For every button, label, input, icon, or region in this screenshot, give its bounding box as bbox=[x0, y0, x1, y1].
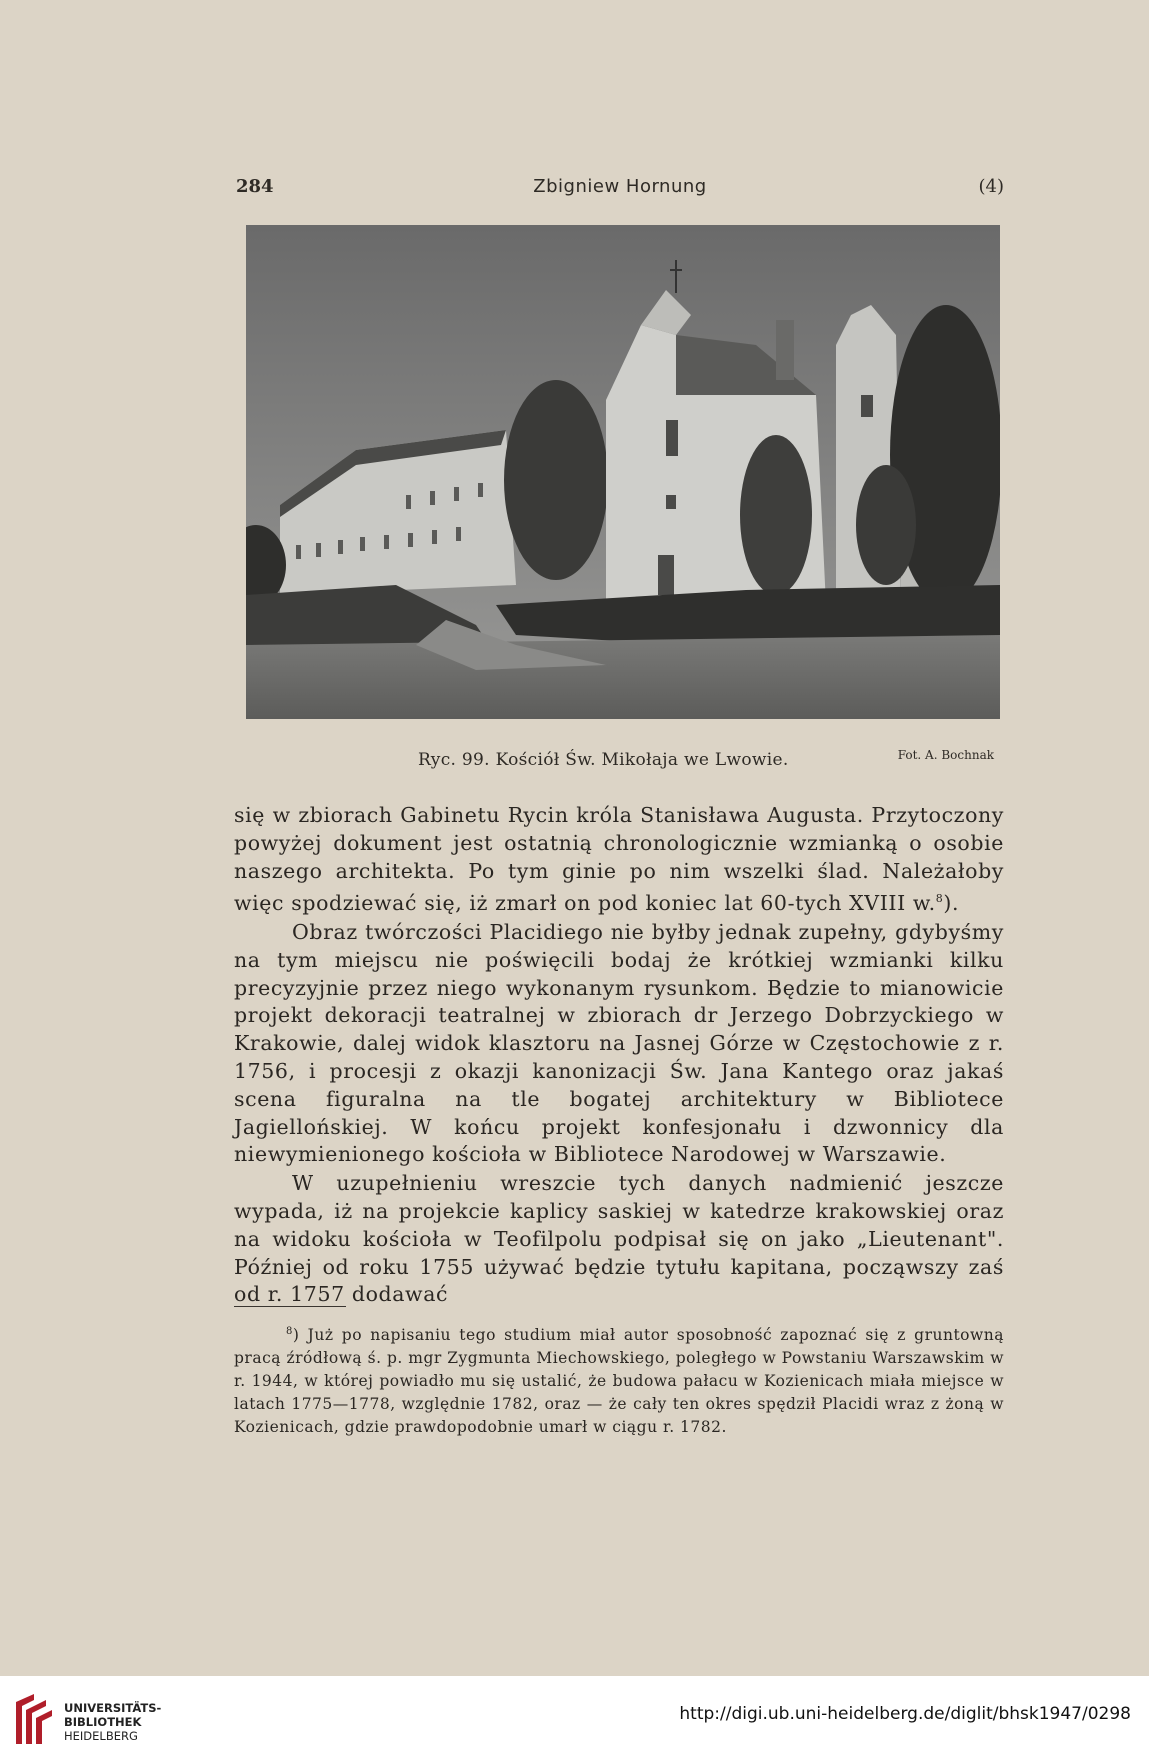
paragraph-1-text: się w zbiorach Gabinetu Rycin króla Stanisława Augusta. Przytoczony powyżej dokument jest ostatnią chronologicznie wzmianką o osobie naszego architekta. Po tym ginie po nim wszelki ślad. Należałoby więc spodziewać się, iż zmarł on pod koniec lat 60-tych XVIII w. bbox=[234, 803, 1004, 916]
library-name bbox=[64, 1701, 161, 1743]
paragraph-3: W uzupełnieniu wreszcie tych danych nadmienić jeszcze wypada, iż na projekcie kaplicy saskiej w katedrze krakowskiej oraz na widoku kościoła w Teofilpolu podpisał się on jako „Lieutenant". Później od roku 1755 używać będzie tytułu kapitana, począwszy zaś od r. 1757 dodawać bbox=[234, 1171, 1004, 1307]
footnote-ref-tail: ). bbox=[943, 891, 960, 916]
library-name-line-1: UNIVERSITÄTS- bbox=[64, 1701, 162, 1715]
footnote-ref: 8 bbox=[935, 892, 944, 906]
footnote-divider bbox=[234, 1306, 346, 1307]
footnote-paragraph bbox=[234, 1320, 1004, 1439]
paragraph-1 bbox=[234, 802, 1004, 918]
running-header bbox=[236, 176, 1004, 200]
library-name-line-3: HEIDELBERG bbox=[64, 1729, 138, 1743]
footnote bbox=[234, 1320, 1004, 1439]
figure-caption bbox=[246, 748, 1000, 774]
photo-credit: Fot. A. Bochnak bbox=[897, 748, 994, 762]
church-photograph bbox=[246, 225, 1000, 719]
library-footer bbox=[0, 1676, 1149, 1760]
section-number: (4) bbox=[978, 176, 1004, 197]
page-number: 284 bbox=[236, 176, 274, 197]
source-url[interactable]: http://digi.ub.uni-heidelberg.de/diglit/bhsk1947/0298 bbox=[679, 1704, 1131, 1724]
footnote-marker: 8 bbox=[286, 1326, 293, 1337]
church-photo-illustration bbox=[246, 225, 1000, 719]
library-name-line-2: BIBLIOTHEK bbox=[64, 1715, 142, 1729]
heidelberg-library-logo-icon bbox=[12, 1692, 54, 1748]
running-header-author: Zbigniew Hornung bbox=[533, 176, 707, 197]
paragraph-2: Obraz twórczości Placidiego nie byłby jednak zupełny, gdybyśmy na tym miejscu nie poświęcili bodaj że krótkiej wzmianki kilku precyzyjnie przez niego wykonanym rysunkom. Będzie to mianowicie projekt dekoracji teatralnej w zbiorach dr Jerzego Dobrzyckiego w Krakowie, dalej widok klasztoru na Jasnej Górze w Częstochowie z r. 1756, i procesji z okazji kanonizacji Św. Jana Kantego oraz jakaś scena figuralna na tle bogatej architektury w Bibliotece Jagiellońskiej. W końcu projekt konfesjonału i dzwonnicy dla niewymienionego kościoła w Bibliotece Narodowej w Warszawie. bbox=[234, 920, 1004, 1167]
figure-caption-text: Ryc. 99. Kościół Św. Mikołaja we Lwowie. bbox=[418, 750, 789, 770]
body-text bbox=[234, 802, 1004, 1309]
footnote-text: ) Już po napisaniu tego studium miał autor sposobność zapoznać się z gruntowną pracą źródłową ś. p. mgr Zygmunta Miechowskiego, poległego w Powstaniu Warszawskim w r. 1944, w której powiadło mu się ustalić, że budowa pałacu w Kozienicach miała miejsce w latach 1775—1778, względnie 1782, oraz — że cały ten okres spędził Placidi wraz z żoną w Kozienicach, gdzie prawdopodobnie umarł w ciągu r. 1782. bbox=[234, 1326, 1004, 1437]
